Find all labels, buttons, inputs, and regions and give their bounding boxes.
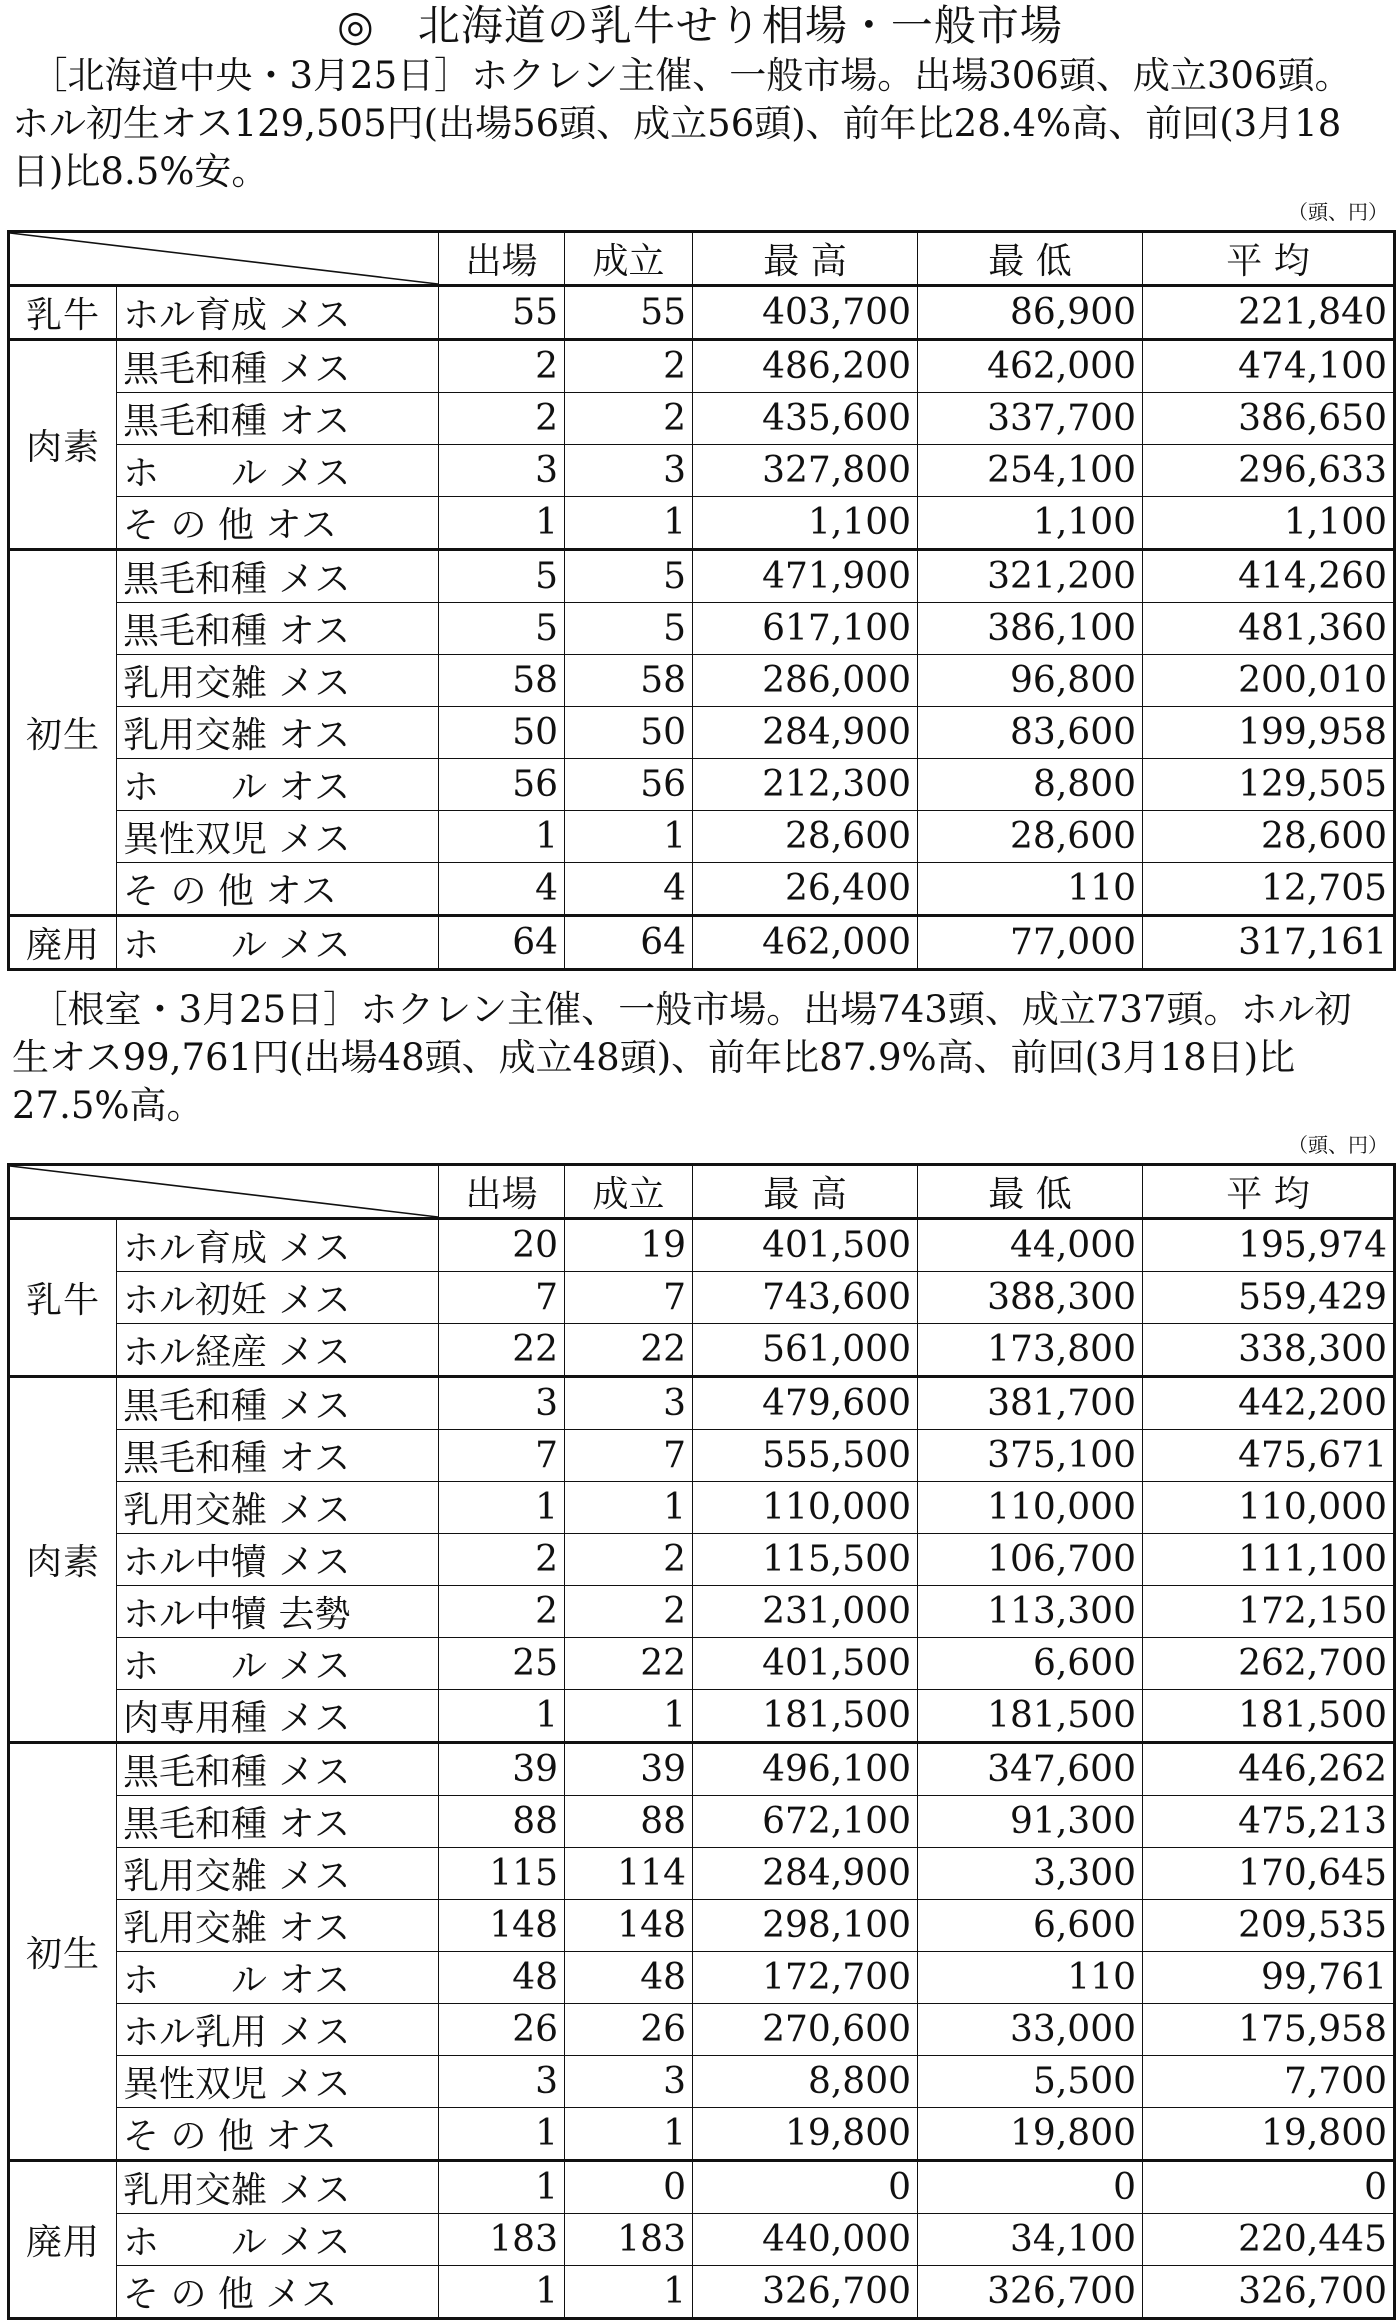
table-row — [9, 497, 1395, 550]
price-average-cell: 111,100 — [1143, 1534, 1395, 1586]
price-low-cell: 0 — [918, 2161, 1143, 2214]
count-listed-cell: 5 — [439, 550, 565, 603]
section-1-table — [7, 230, 1396, 971]
price-low-cell: 91,300 — [918, 1796, 1143, 1848]
item-label: 黒毛和種 オス — [117, 393, 439, 445]
price-average-cell: 474,100 — [1143, 340, 1395, 393]
item-label: ホル初妊 メス — [117, 1272, 439, 1324]
item-label: ホ ル オス — [117, 1952, 439, 2004]
price-low-cell: 83,600 — [918, 707, 1143, 759]
category-label: 乳牛 — [9, 1219, 117, 1377]
price-high-cell: 496,100 — [693, 1743, 918, 1796]
count-sold-cell: 3 — [565, 445, 693, 497]
count-listed-cell: 7 — [439, 1272, 565, 1324]
item-label: ホル中犢 去勢 — [117, 1586, 439, 1638]
price-high-cell: 326,700 — [693, 2266, 918, 2319]
count-listed-cell: 1 — [439, 2108, 565, 2161]
table-row — [9, 1638, 1395, 1690]
table-row — [9, 2056, 1395, 2108]
price-high-cell: 8,800 — [693, 2056, 918, 2108]
price-average-cell: 12,705 — [1143, 863, 1395, 916]
count-sold-cell: 22 — [565, 1638, 693, 1690]
count-listed-cell: 64 — [439, 916, 565, 970]
price-high-cell: 284,900 — [693, 707, 918, 759]
table-row — [9, 2214, 1395, 2266]
price-low-cell: 386,100 — [918, 603, 1143, 655]
count-listed-cell: 1 — [439, 1690, 565, 1743]
count-listed-cell: 39 — [439, 1743, 565, 1796]
price-average-cell: 220,445 — [1143, 2214, 1395, 2266]
table-row — [9, 811, 1395, 863]
count-sold-cell: 55 — [565, 286, 693, 340]
price-low-cell: 28,600 — [918, 811, 1143, 863]
table-row — [9, 2108, 1395, 2161]
price-high-cell: 462,000 — [693, 916, 918, 970]
price-average-cell: 442,200 — [1143, 1377, 1395, 1430]
table-row — [9, 1534, 1395, 1586]
price-average-cell: 296,633 — [1143, 445, 1395, 497]
price-average-cell: 446,262 — [1143, 1743, 1395, 1796]
price-average-cell: 199,958 — [1143, 707, 1395, 759]
count-listed-cell: 1 — [439, 2266, 565, 2319]
category-label: 初生 — [9, 1743, 117, 2161]
count-sold-cell: 1 — [565, 2266, 693, 2319]
price-high-cell: 231,000 — [693, 1586, 918, 1638]
price-low-cell: 33,000 — [918, 2004, 1143, 2056]
price-low-cell: 326,700 — [918, 2266, 1143, 2319]
table-row — [9, 550, 1395, 603]
item-label: 異性双児 メス — [117, 2056, 439, 2108]
item-label: ホ ル メス — [117, 1638, 439, 1690]
table-row — [9, 2161, 1395, 2214]
category-label: 肉素 — [9, 340, 117, 550]
price-high-cell: 401,500 — [693, 1638, 918, 1690]
count-listed-cell: 56 — [439, 759, 565, 811]
count-sold-cell: 88 — [565, 1796, 693, 1848]
column-header: 成立 — [565, 1165, 693, 1219]
item-label: ホ ル メス — [117, 2214, 439, 2266]
price-average-cell: 262,700 — [1143, 1638, 1395, 1690]
price-average-cell: 475,671 — [1143, 1430, 1395, 1482]
price-low-cell: 110 — [918, 863, 1143, 916]
item-label: 黒毛和種 メス — [117, 340, 439, 393]
price-average-cell: 209,535 — [1143, 1900, 1395, 1952]
price-low-cell: 110 — [918, 1952, 1143, 2004]
item-label: 乳用交雑 メス — [117, 1482, 439, 1534]
price-average-cell: 386,650 — [1143, 393, 1395, 445]
item-label: 黒毛和種 メス — [117, 1743, 439, 1796]
count-listed-cell: 25 — [439, 1638, 565, 1690]
count-listed-cell: 3 — [439, 1377, 565, 1430]
section-2-table — [7, 1163, 1396, 2320]
count-sold-cell: 48 — [565, 1952, 693, 2004]
count-sold-cell: 56 — [565, 759, 693, 811]
price-low-cell: 110,000 — [918, 1482, 1143, 1534]
price-low-cell: 8,800 — [918, 759, 1143, 811]
table-row — [9, 2004, 1395, 2056]
price-high-cell: 110,000 — [693, 1482, 918, 1534]
item-label: そ の 他 メス — [117, 2266, 439, 2319]
count-sold-cell: 50 — [565, 707, 693, 759]
count-listed-cell: 4 — [439, 863, 565, 916]
header-corner-cell — [9, 232, 439, 286]
section-1-unit: （頭、円） — [1288, 200, 1388, 224]
count-listed-cell: 50 — [439, 707, 565, 759]
price-low-cell: 34,100 — [918, 2214, 1143, 2266]
column-header: 成立 — [565, 232, 693, 286]
price-high-cell: 181,500 — [693, 1690, 918, 1743]
price-high-cell: 28,600 — [693, 811, 918, 863]
price-high-cell: 486,200 — [693, 340, 918, 393]
price-low-cell: 1,100 — [918, 497, 1143, 550]
table-row — [9, 340, 1395, 393]
price-low-cell: 19,800 — [918, 2108, 1143, 2161]
item-label: ホル育成 メス — [117, 286, 439, 340]
count-sold-cell: 7 — [565, 1430, 693, 1482]
table-row — [9, 2266, 1395, 2319]
price-high-cell: 401,500 — [693, 1219, 918, 1272]
price-low-cell: 106,700 — [918, 1534, 1143, 1586]
table-row — [9, 445, 1395, 497]
count-sold-cell: 1 — [565, 1690, 693, 1743]
price-low-cell: 44,000 — [918, 1219, 1143, 1272]
price-average-cell: 338,300 — [1143, 1324, 1395, 1377]
table-row — [9, 393, 1395, 445]
count-sold-cell: 2 — [565, 1534, 693, 1586]
price-low-cell: 113,300 — [918, 1586, 1143, 1638]
price-low-cell: 462,000 — [918, 340, 1143, 393]
price-low-cell: 3,300 — [918, 1848, 1143, 1900]
count-listed-cell: 48 — [439, 1952, 565, 2004]
column-header: 平 均 — [1143, 1165, 1395, 1219]
item-label: 黒毛和種 メス — [117, 1377, 439, 1430]
table-row — [9, 655, 1395, 707]
section-2-unit: （頭、円） — [1288, 1133, 1388, 1157]
count-listed-cell: 1 — [439, 1482, 565, 1534]
price-high-cell: 440,000 — [693, 2214, 918, 2266]
column-header: 最 低 — [918, 1165, 1143, 1219]
price-average-cell: 559,429 — [1143, 1272, 1395, 1324]
count-listed-cell: 1 — [439, 811, 565, 863]
count-sold-cell: 64 — [565, 916, 693, 970]
price-high-cell: 403,700 — [693, 286, 918, 340]
count-listed-cell: 3 — [439, 445, 565, 497]
price-high-cell: 284,900 — [693, 1848, 918, 1900]
count-listed-cell: 2 — [439, 340, 565, 393]
price-high-cell: 617,100 — [693, 603, 918, 655]
category-label: 廃用 — [9, 916, 117, 970]
count-sold-cell: 26 — [565, 2004, 693, 2056]
item-label: 肉専用種 メス — [117, 1690, 439, 1743]
table-row — [9, 863, 1395, 916]
price-average-cell: 481,360 — [1143, 603, 1395, 655]
column-header: 最 高 — [693, 1165, 918, 1219]
price-high-cell: 172,700 — [693, 1952, 918, 2004]
count-sold-cell: 1 — [565, 1482, 693, 1534]
count-sold-cell: 4 — [565, 863, 693, 916]
table-row — [9, 707, 1395, 759]
category-label: 乳牛 — [9, 286, 117, 340]
item-label: ホ ル メス — [117, 445, 439, 497]
table-row — [9, 1848, 1395, 1900]
count-sold-cell: 1 — [565, 497, 693, 550]
item-label: 黒毛和種 オス — [117, 1796, 439, 1848]
count-sold-cell: 3 — [565, 2056, 693, 2108]
count-listed-cell: 7 — [439, 1430, 565, 1482]
item-label: そ の 他 オス — [117, 2108, 439, 2161]
price-average-cell: 175,958 — [1143, 2004, 1395, 2056]
price-high-cell: 298,100 — [693, 1900, 918, 1952]
item-label: 黒毛和種 オス — [117, 1430, 439, 1482]
count-sold-cell: 58 — [565, 655, 693, 707]
item-label: そ の 他 オス — [117, 863, 439, 916]
category-label: 廃用 — [9, 2161, 117, 2319]
item-label: 異性双児 メス — [117, 811, 439, 863]
item-label: ホル経産 メス — [117, 1324, 439, 1377]
count-listed-cell: 3 — [439, 2056, 565, 2108]
count-sold-cell: 3 — [565, 1377, 693, 1430]
price-average-cell: 200,010 — [1143, 655, 1395, 707]
column-header: 出場 — [439, 232, 565, 286]
price-high-cell: 561,000 — [693, 1324, 918, 1377]
count-listed-cell: 2 — [439, 1534, 565, 1586]
price-average-cell: 28,600 — [1143, 811, 1395, 863]
count-sold-cell: 183 — [565, 2214, 693, 2266]
price-average-cell: 99,761 — [1143, 1952, 1395, 2004]
count-sold-cell: 2 — [565, 340, 693, 393]
price-average-cell: 7,700 — [1143, 2056, 1395, 2108]
table-row — [9, 1377, 1395, 1430]
count-sold-cell: 1 — [565, 811, 693, 863]
price-low-cell: 381,700 — [918, 1377, 1143, 1430]
count-listed-cell: 148 — [439, 1900, 565, 1952]
item-label: ホル育成 メス — [117, 1219, 439, 1272]
count-listed-cell: 58 — [439, 655, 565, 707]
price-average-cell: 129,505 — [1143, 759, 1395, 811]
price-high-cell: 115,500 — [693, 1534, 918, 1586]
price-high-cell: 479,600 — [693, 1377, 918, 1430]
item-label: ホ ル オス — [117, 759, 439, 811]
table-row — [9, 1430, 1395, 1482]
price-low-cell: 254,100 — [918, 445, 1143, 497]
table-row — [9, 1586, 1395, 1638]
count-sold-cell: 0 — [565, 2161, 693, 2214]
count-listed-cell: 26 — [439, 2004, 565, 2056]
item-label: 乳用交雑 メス — [117, 655, 439, 707]
price-average-cell: 221,840 — [1143, 286, 1395, 340]
count-sold-cell: 22 — [565, 1324, 693, 1377]
item-label: そ の 他 オス — [117, 497, 439, 550]
price-average-cell: 317,161 — [1143, 916, 1395, 970]
price-high-cell: 212,300 — [693, 759, 918, 811]
price-low-cell: 347,600 — [918, 1743, 1143, 1796]
column-header: 最 高 — [693, 232, 918, 286]
price-average-cell: 195,974 — [1143, 1219, 1395, 1272]
price-low-cell: 337,700 — [918, 393, 1143, 445]
price-high-cell: 1,100 — [693, 497, 918, 550]
table-row — [9, 286, 1395, 340]
count-sold-cell: 1 — [565, 2108, 693, 2161]
count-listed-cell: 1 — [439, 2161, 565, 2214]
column-header: 平 均 — [1143, 232, 1395, 286]
price-average-cell: 414,260 — [1143, 550, 1395, 603]
table-row — [9, 1796, 1395, 1848]
section-2-text: ［根室・3月25日］ホクレン主催、一般市場。出場743頭、成立737頭。ホル初生オス99,761円(出場48頭、成立48頭)、前年比87.9%高、前回(3月18日)比27.5%高。 — [12, 988, 1352, 1127]
count-sold-cell: 114 — [565, 1848, 693, 1900]
count-listed-cell: 2 — [439, 1586, 565, 1638]
count-listed-cell: 20 — [439, 1219, 565, 1272]
price-average-cell: 0 — [1143, 2161, 1395, 2214]
diagonal-rule — [10, 233, 438, 284]
table-row — [9, 603, 1395, 655]
price-high-cell: 327,800 — [693, 445, 918, 497]
price-low-cell: 86,900 — [918, 286, 1143, 340]
count-sold-cell: 2 — [565, 393, 693, 445]
item-label: ホル中犢 メス — [117, 1534, 439, 1586]
column-header: 出場 — [439, 1165, 565, 1219]
price-average-cell: 170,645 — [1143, 1848, 1395, 1900]
price-low-cell: 375,100 — [918, 1430, 1143, 1482]
count-listed-cell: 183 — [439, 2214, 565, 2266]
item-label: 黒毛和種 メス — [117, 550, 439, 603]
price-average-cell: 326,700 — [1143, 2266, 1395, 2319]
price-low-cell: 173,800 — [918, 1324, 1143, 1377]
count-sold-cell: 5 — [565, 603, 693, 655]
count-sold-cell: 5 — [565, 550, 693, 603]
count-listed-cell: 1 — [439, 497, 565, 550]
price-average-cell: 172,150 — [1143, 1586, 1395, 1638]
table-row — [9, 1690, 1395, 1743]
price-high-cell: 270,600 — [693, 2004, 918, 2056]
count-sold-cell: 39 — [565, 1743, 693, 1796]
item-label: 黒毛和種 オス — [117, 603, 439, 655]
count-listed-cell: 55 — [439, 286, 565, 340]
item-label: 乳用交雑 オス — [117, 707, 439, 759]
price-average-cell: 19,800 — [1143, 2108, 1395, 2161]
count-listed-cell: 115 — [439, 1848, 565, 1900]
count-sold-cell: 2 — [565, 1586, 693, 1638]
price-low-cell: 181,500 — [918, 1690, 1143, 1743]
price-average-cell: 110,000 — [1143, 1482, 1395, 1534]
header-corner-cell — [9, 1165, 439, 1219]
diagonal-rule — [10, 1166, 438, 1217]
count-listed-cell: 22 — [439, 1324, 565, 1377]
count-listed-cell: 5 — [439, 603, 565, 655]
price-high-cell: 19,800 — [693, 2108, 918, 2161]
price-low-cell: 321,200 — [918, 550, 1143, 603]
price-low-cell: 388,300 — [918, 1272, 1143, 1324]
table-row — [9, 1219, 1395, 1272]
item-label: 乳用交雑 メス — [117, 1848, 439, 1900]
table-row — [9, 1482, 1395, 1534]
item-label: 乳用交雑 オス — [117, 1900, 439, 1952]
price-average-cell: 1,100 — [1143, 497, 1395, 550]
table-row — [9, 1272, 1395, 1324]
column-header: 最 低 — [918, 232, 1143, 286]
count-listed-cell: 88 — [439, 1796, 565, 1848]
price-average-cell: 475,213 — [1143, 1796, 1395, 1848]
price-high-cell: 555,500 — [693, 1430, 918, 1482]
item-label: ホ ル メス — [117, 916, 439, 970]
category-label: 初生 — [9, 550, 117, 916]
price-low-cell: 6,600 — [918, 1900, 1143, 1952]
price-high-cell: 743,600 — [693, 1272, 918, 1324]
count-sold-cell: 19 — [565, 1219, 693, 1272]
section-1-text: ［北海道中央・3月25日］ホクレン主催、一般市場。出場306頭、成立306頭。ホル初生オス129,505円(出場56頭、成立56頭)、前年比28.4%高、前回(3月18日)比8.5%安。 — [12, 54, 1352, 193]
count-sold-cell: 7 — [565, 1272, 693, 1324]
table-row — [9, 916, 1395, 970]
item-label: ホル乳用 メス — [117, 2004, 439, 2056]
page-title: ◎ 北海道の乳牛せり相場・一般市場 — [337, 1, 1063, 50]
table-row — [9, 759, 1395, 811]
category-label: 肉素 — [9, 1377, 117, 1743]
table-row — [9, 1952, 1395, 2004]
item-label: 乳用交雑 メス — [117, 2161, 439, 2214]
price-low-cell: 6,600 — [918, 1638, 1143, 1690]
price-high-cell: 471,900 — [693, 550, 918, 603]
price-high-cell: 26,400 — [693, 863, 918, 916]
table-row — [9, 1324, 1395, 1377]
price-high-cell: 672,100 — [693, 1796, 918, 1848]
price-high-cell: 286,000 — [693, 655, 918, 707]
price-average-cell: 181,500 — [1143, 1690, 1395, 1743]
price-low-cell: 5,500 — [918, 2056, 1143, 2108]
price-high-cell: 0 — [693, 2161, 918, 2214]
count-sold-cell: 148 — [565, 1900, 693, 1952]
price-low-cell: 77,000 — [918, 916, 1143, 970]
table-row — [9, 1743, 1395, 1796]
count-listed-cell: 2 — [439, 393, 565, 445]
price-low-cell: 96,800 — [918, 655, 1143, 707]
table-row — [9, 1900, 1395, 1952]
price-high-cell: 435,600 — [693, 393, 918, 445]
